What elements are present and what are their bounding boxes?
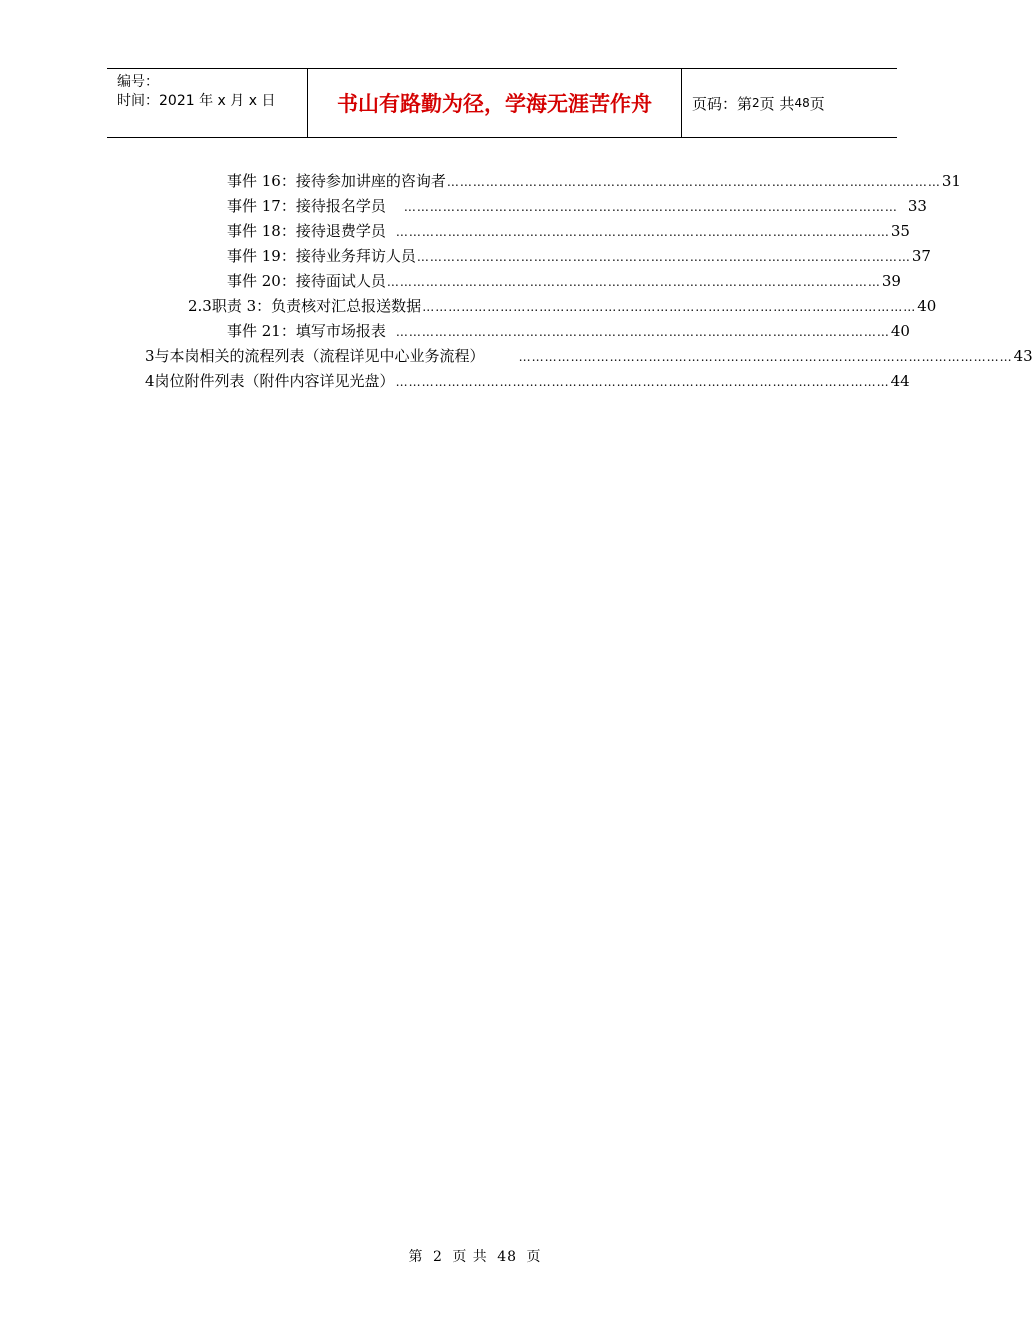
toc-entry-title: 接待参加讲座的咨询者 <box>295 172 446 190</box>
toc-entry-page: 40 <box>890 322 910 340</box>
toc-entry-page: 35 <box>890 222 910 240</box>
toc-entry-number: 事件 16： <box>227 172 296 190</box>
toc-entry-number: 事件 20： <box>227 272 296 290</box>
document-date: 时间：2021 年 x 月 x 日 <box>117 93 276 109</box>
toc-leader-dots: …………………………………………………………………………………………………… <box>386 275 881 289</box>
page-footer <box>0 1246 950 1266</box>
toc-entry[interactable] <box>145 368 910 392</box>
toc-entry-number: 3 <box>145 347 155 365</box>
toc-entry[interactable] <box>227 268 901 292</box>
toc-entry-page: 43 <box>1013 347 1033 365</box>
header-page-number: 2 <box>752 96 760 110</box>
header-page-total: 48 <box>794 96 810 110</box>
toc-entry-number: 事件 18： <box>227 222 296 240</box>
footer-suffix: 页 <box>526 1249 542 1265</box>
toc-entry-number: 事件 21： <box>227 322 296 340</box>
toc-entry-page: 44 <box>890 372 910 390</box>
toc-entry-page: 31 <box>941 172 961 190</box>
toc-entry-page: 40 <box>917 297 937 315</box>
footer-page-number: 2 <box>432 1249 443 1265</box>
toc-leader-dots: …………………………………………………………………………………………………… <box>416 250 911 264</box>
toc-entry-page: 39 <box>881 272 901 290</box>
header-page-mid: 页 共 <box>759 94 795 113</box>
toc-entry-number: 事件 17： <box>227 197 296 215</box>
toc-leader-dots: …………………………………………………………………………………………………… <box>395 325 890 339</box>
footer-prefix: 第 <box>408 1249 424 1265</box>
toc-leader-dots: …………………………………………………………………………………………………… <box>422 300 917 314</box>
toc-entry[interactable] <box>227 243 931 267</box>
toc-entry-title: 接待业务拜访人员 <box>295 247 416 265</box>
footer-page-total: 48 <box>497 1249 518 1265</box>
toc-entry-title: 岗位附件列表（附件内容详见光盘） <box>154 372 395 390</box>
header-page-info <box>682 69 897 137</box>
toc-entry[interactable] <box>227 168 961 192</box>
toc-entry-title: 与本岗相关的流程列表（流程详见中心业务流程） <box>154 347 485 365</box>
toc-entry-number: 4 <box>145 372 155 390</box>
header-meta <box>107 69 308 137</box>
toc-entry-title: 职责 3：负责核对汇总报送数据 <box>211 297 422 315</box>
document-code-label: 编号： <box>117 74 159 90</box>
toc-entry[interactable] <box>227 318 910 342</box>
toc-entry[interactable] <box>227 193 927 217</box>
footer-mid: 页 共 <box>452 1249 488 1265</box>
toc-leader-dots: …………………………………………………………………………………………………… <box>446 175 941 189</box>
toc-entry-page: 33 <box>907 197 927 215</box>
toc-entry[interactable] <box>227 218 910 242</box>
header-page-suffix: 页 <box>809 94 825 113</box>
toc-entry-number: 2.3 <box>188 297 212 315</box>
toc-entry-number: 事件 19： <box>227 247 296 265</box>
toc-entry-title: 填写市场报表 <box>295 322 386 340</box>
toc-entry[interactable] <box>188 293 937 317</box>
header-page-prefix: 页码：第 <box>692 94 753 113</box>
toc-leader-dots: …………………………………………………………………………………………………… <box>395 225 890 239</box>
toc-leader-dots: …………………………………………………………………………………………………… <box>518 350 1013 364</box>
toc-leader-dots: …………………………………………………………………………………………………… <box>395 375 890 389</box>
page-header <box>107 68 897 138</box>
toc-leader-dots: …………………………………………………………………………………………………… <box>403 200 898 214</box>
header-motto: 书山有路勤为径，学海无涯苦作舟 <box>308 69 682 137</box>
toc-entry-title: 接待报名学员 <box>295 197 386 215</box>
toc-entry-title: 接待退费学员 <box>295 222 386 240</box>
toc-entry-page: 37 <box>911 247 931 265</box>
toc-entry[interactable] <box>145 343 1033 367</box>
toc-entry-title: 接待面试人员 <box>295 272 386 290</box>
